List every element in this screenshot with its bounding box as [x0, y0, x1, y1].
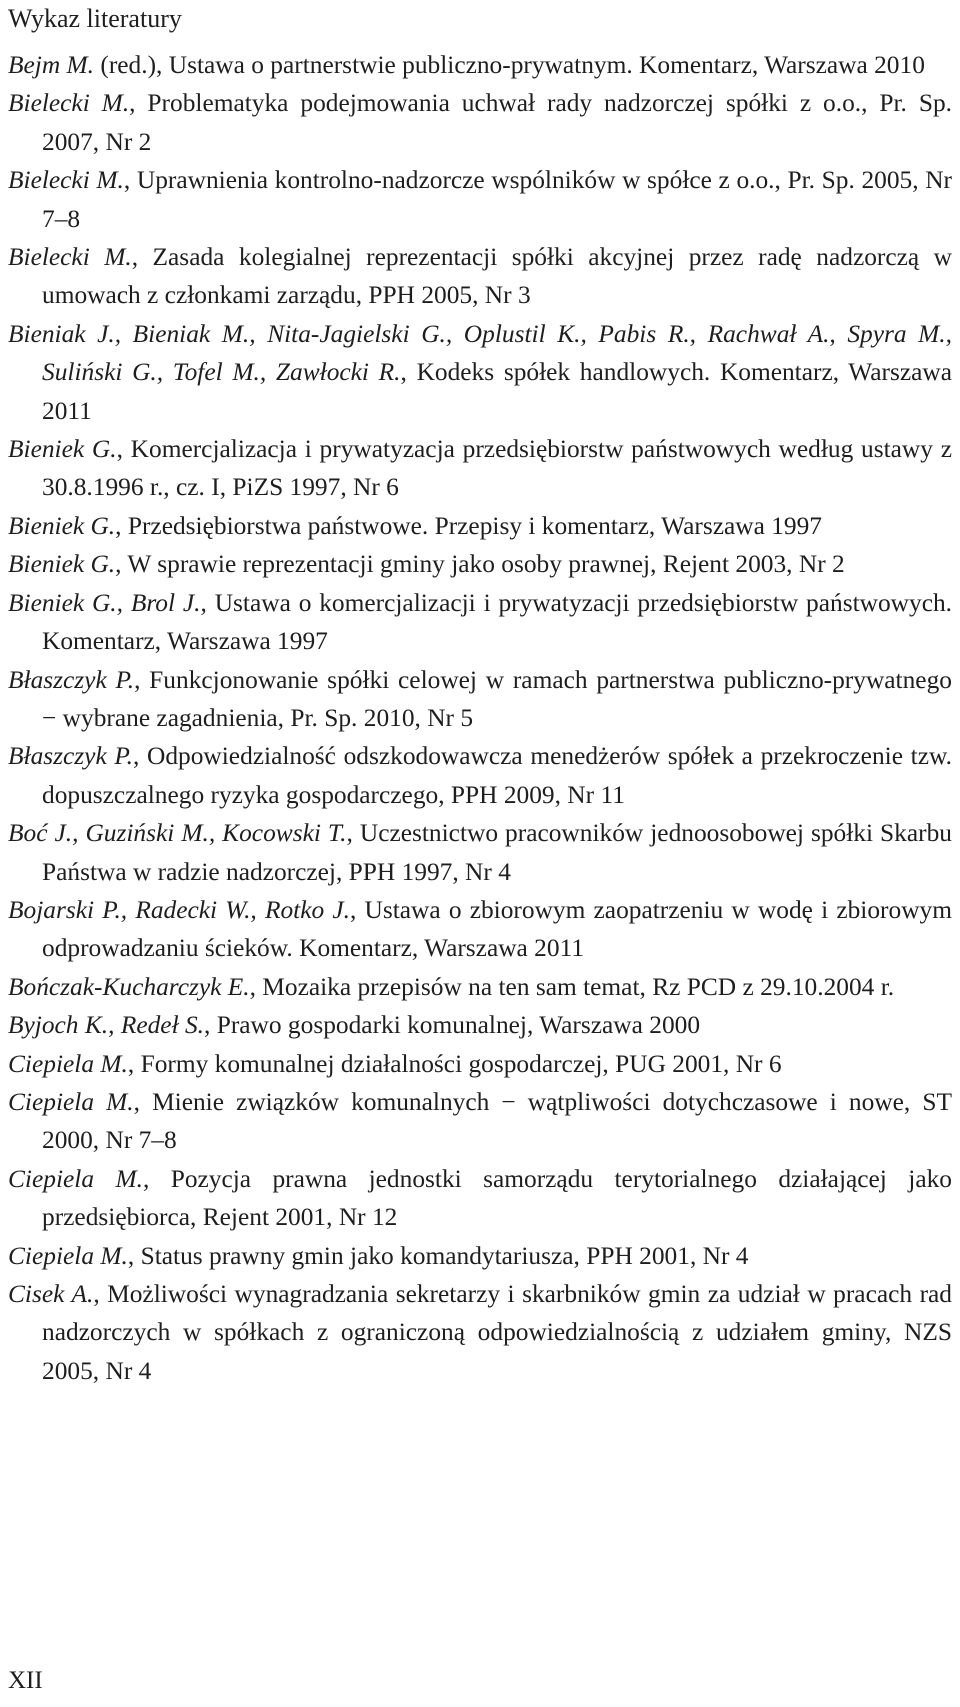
entry-text: , Mienie związków komunalnych − wątpliwości dotychczasowe i nowe, ST 2000, Nr 7–8: [42, 1087, 952, 1155]
entry-author: Bieniek G.: [8, 511, 116, 540]
bibliography-entry: [8, 1083, 952, 1160]
entry-author: Ciepiela M.: [8, 1241, 128, 1270]
page-number: XII: [8, 1667, 43, 1694]
entry-text: , Mozaika przepisów na ten sam temat, Rz PCD z 29.10.2004 r.: [249, 972, 895, 1001]
entry-author: Bielecki M.: [8, 166, 124, 195]
entry-author: Cisek A.: [8, 1280, 94, 1308]
bibliography-entry: [8, 737, 952, 814]
bibliography-entry: [8, 661, 952, 738]
entry-author: Bończak-Kucharczyk E.: [8, 972, 250, 1001]
entry-text: , Prawo gospodarki komunalnej, Warszawa 2000: [204, 1011, 701, 1040]
bibliography-entry: [8, 891, 952, 968]
entry-author: Ciepiela M.: [8, 1087, 134, 1116]
entry-text: , Ustawa o zbiorowym zaopatrzeniu w wodę i zbiorowym odprowadzaniu ścieków. Komentarz, Warszawa 2011: [42, 895, 952, 963]
entry-text: , Status prawny gmin jako komandytariusza, PPH 2001, Nr 4: [127, 1241, 749, 1270]
entry-text: , W sprawie reprezentacji gminy jako osoby prawnej, Rejent 2003, Nr 2: [115, 550, 845, 579]
entry-author: Ciepiela M.: [8, 1049, 128, 1078]
entry-author: Błaszczyk P.: [8, 665, 135, 694]
entry-author: Boć J., Guziński M., Kocowski T.: [8, 819, 347, 848]
entry-text: , Uczestnictwo pracowników jednoosobowej spółki Skarbu Państwa w radzie nadzorczej, PPH 1997, Nr 4: [42, 819, 952, 886]
entry-author: Bojarski P., Radecki W., Rotko J.: [8, 895, 350, 924]
entry-text: , Kodeks spółek handlowych. Komentarz, Warszawa 2011: [42, 358, 952, 425]
bibliography-entry: [8, 238, 952, 315]
entry-text: , Funkcjonowanie spółki celowej w ramach partnerstwa publiczno-prywatnego − wybrane zagadnienia, Pr. Sp. 2010, Nr 5: [42, 665, 952, 732]
entry-text: , Przedsiębiorstwa państwowe. Przepisy i komentarz, Warszawa 1997: [115, 511, 822, 540]
bibliography-entry: [8, 161, 952, 238]
entry-text: , Komercjalizacja i prywatyzacja przedsiębiorstw państwowych według ustawy z 30.8.1996 r., cz. I, PiZS 1997, Nr 6: [42, 435, 952, 502]
bibliography-entry: [8, 46, 952, 84]
bibliography-entry: [8, 315, 952, 430]
entry-text: , Ustawa o komercjalizacji i prywatyzacji przedsiębiorstw państwowych. Komentarz, Warszawa 1997: [42, 588, 953, 656]
entry-author: Bieniek G., Brol J.: [8, 588, 201, 617]
bibliography-entry: [8, 430, 952, 507]
document-page: [8, 0, 952, 1390]
bibliography-entry: [8, 1045, 952, 1083]
bibliography-entry: [8, 968, 952, 1006]
entry-author: Byjoch K., Redeł S.: [8, 1011, 205, 1040]
running-header: Wykaz literatury: [8, 4, 182, 33]
entry-text: , Pozycja prawna jednostki samorządu terytorialnego działającej jako przedsiębiorca, Rejent 2001, Nr 12: [42, 1164, 952, 1232]
entry-author: Bielecki M.: [8, 243, 132, 272]
entry-text: , Możliwości wynagradzania sekretarzy i skarbników gmin za udział w pracach rad nadzorczych w spółkach z ograniczoną odpowiedzialnością z udziałem gminy, NZS 2005, Nr 4: [42, 1280, 952, 1385]
bibliography-entry: [8, 1160, 952, 1237]
bibliography-entry: [8, 584, 952, 661]
bibliography-entry: [8, 545, 952, 583]
bibliography-entry: [8, 84, 952, 161]
entry-author: Bejm M.: [8, 51, 95, 79]
bibliography-entry: [8, 814, 952, 891]
entry-author: Błaszczyk P.: [8, 742, 133, 771]
entry-author: Ciepiela M.: [8, 1164, 143, 1193]
entry-text: , Odpowiedzialność odszkodowawcza menedżerów spółek a przekroczenie tzw. dopuszczalnego ryzyka gospodarczego, PPH 2009, Nr 11: [42, 742, 952, 809]
entry-author: Bieniek G.: [8, 550, 116, 579]
entry-text: , Problematyka podejmowania uchwał rady nadzorczej spółki z o.o., Pr. Sp. 2007, Nr 2: [42, 89, 952, 156]
entry-author: Bieniek G.: [8, 435, 117, 464]
bibliography-entry: [8, 507, 952, 545]
entry-author: Bieniak J., Bieniak M., Nita-Jagielski G., Oplustil K., Pabis R., Rachwał A., Spyra M., Suliński G., Tofel M., Zawłocki R.: [8, 319, 952, 387]
entry-text: , Uprawnienia kontrolno-nadzorcze wspólników w spółce z o.o., Pr. Sp. 2005, Nr 7–8: [42, 166, 952, 233]
bibliography-list: [8, 46, 952, 1390]
bibliography-entry: [8, 1237, 952, 1275]
entry-text: , Zasada kolegialnej reprezentacji spółki akcyjnej przez radę nadzorczą w umowach z członkami zarządu, PPH 2005, Nr 3: [42, 243, 952, 310]
entry-text: (red.), Ustawa o partnerstwie publiczno-prywatnym. Komentarz, Warszawa 2010: [94, 51, 925, 79]
bibliography-entry: [8, 1275, 952, 1390]
entry-author: Bielecki M.: [8, 89, 130, 118]
entry-text: , Formy komunalnej działalności gospodarczej, PUG 2001, Nr 6: [127, 1049, 782, 1078]
bibliography-entry: [8, 1006, 952, 1044]
